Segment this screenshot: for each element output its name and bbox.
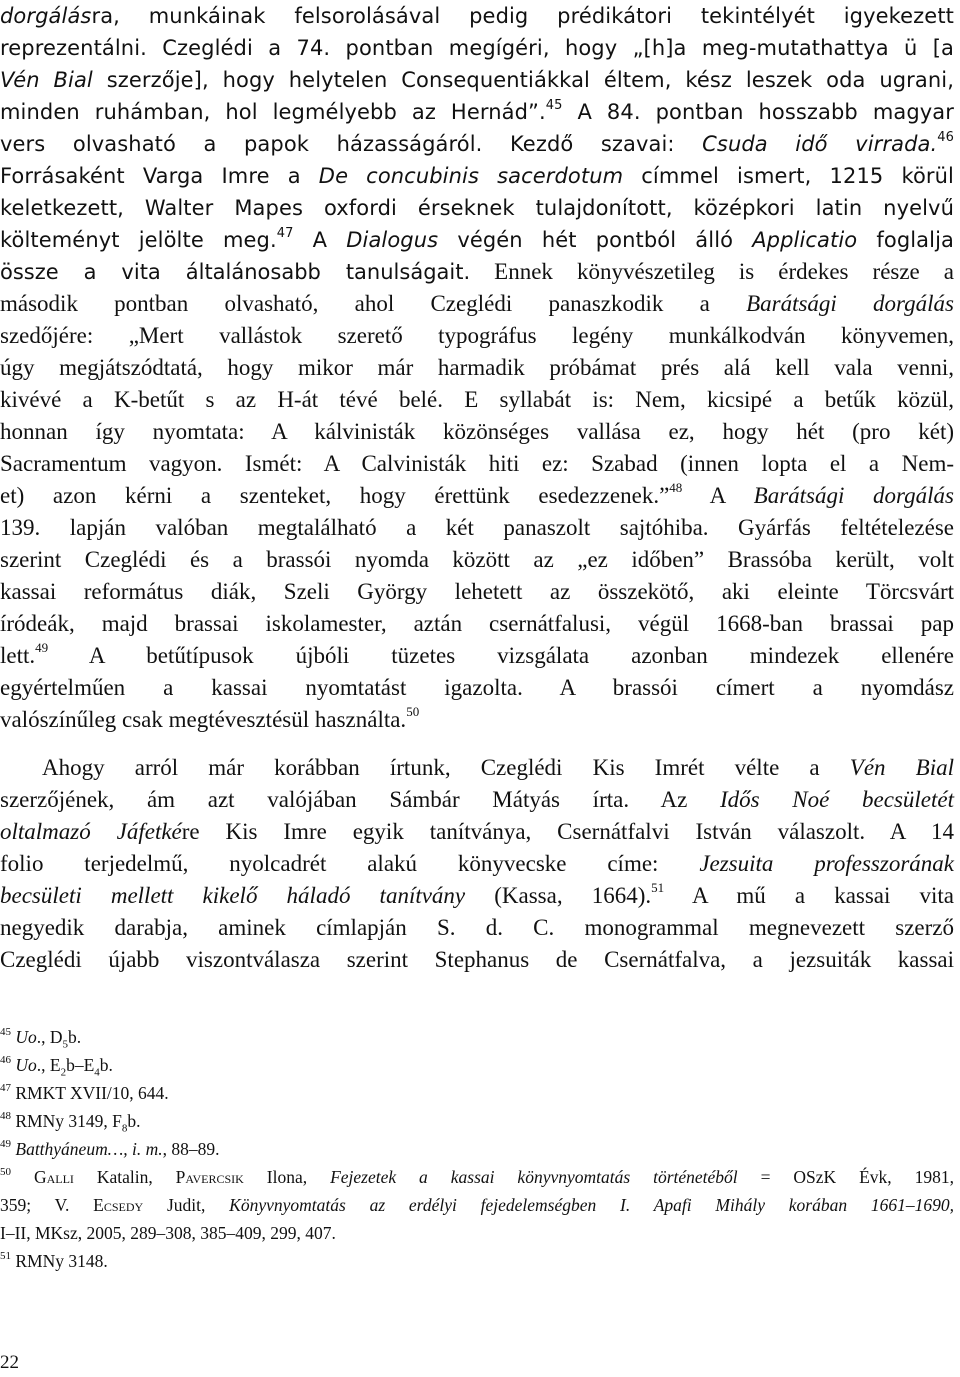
footnote-text: b–E — [66, 1055, 95, 1075]
footnote-text: Galli — [33, 1167, 74, 1187]
text-line — [0, 256, 954, 288]
text-segment: reprezentálni. Czeglédi a 74. pontban megígéri, hogy „[h]a meg-mutathattya ü [a — [0, 36, 954, 60]
footnote-ref: 46 — [937, 130, 954, 145]
text-line — [0, 576, 954, 608]
footnote-text: b. — [68, 1027, 82, 1047]
footnote-text: RMNy 3149, F — [11, 1111, 122, 1131]
footnote-text: RMNy 3148. — [11, 1251, 108, 1271]
text-segment: negyedik darabja, aminek címlapján S. d. C. monogrammal megnevezett szerző — [0, 915, 954, 940]
text-segment: össze a vita általánosabb tanulságait. — [0, 260, 471, 284]
text-segment: végén hét pontból álló — [438, 228, 753, 252]
text-segment: A betűtípusok újbóli tüzetes vizsgálata azonban mindezek ellenére — [48, 643, 954, 668]
text-segment: Ennek könyvészetileg is érdekes része a — [470, 259, 954, 284]
footnote-text: 5 — [62, 1038, 69, 1051]
text-line — [0, 224, 954, 256]
footnote-ref: 51 — [651, 880, 665, 896]
text-line — [0, 640, 954, 672]
footnote-ref: 50 — [406, 704, 420, 720]
text-segment: szerzője], hogy helytelen Consequentiákkal éltem, kész leszek oda ugrani, — [92, 68, 954, 92]
text-segment: A 84. pontban hosszabb magyar — [562, 100, 954, 124]
text-segment: Applicatio — [752, 228, 858, 252]
footnote-number: 50 — [0, 1166, 11, 1179]
text-line — [0, 672, 954, 704]
text-segment: íródeák, majd brassai iskolamester, aztán csernátfalusi, végül 1668-ban brassai pap — [0, 611, 954, 636]
text-line — [0, 944, 954, 976]
text-line — [0, 544, 954, 576]
footnote — [0, 1250, 954, 1272]
text-line — [0, 608, 954, 640]
text-segment: szerint Czeglédi és a brassói nyomda között az „ez időben” Brassóba került, volt — [0, 547, 954, 572]
footnote-text: = OSzK Évk, 1981, — [737, 1167, 954, 1187]
text-segment: kassai református diák, Szeli György lehetett az összekötő, aki eleinte Törcsvárt — [0, 579, 954, 604]
footnote-text: 2 — [60, 1066, 67, 1079]
footnote-number: 47 — [0, 1082, 11, 1095]
footnote-number: 48 — [0, 1110, 11, 1123]
text-segment: folio terjedelmű, nyolcadrét alakú könyvecske címe: — [0, 851, 700, 876]
footnote-text: Batthyáneum…, i. m. — [15, 1139, 163, 1159]
text-line — [42, 752, 954, 784]
text-line — [0, 192, 954, 224]
text-segment: (Kassa, 1664). — [465, 883, 652, 908]
text-segment: lett. — [0, 643, 36, 668]
text-segment: Forrásaként Varga Imre a — [0, 164, 319, 188]
text-line — [0, 32, 954, 64]
footnote-text: 4 — [94, 1066, 100, 1079]
text-segment: honnan így nyomtata: A kálvinisták közönséges vallása ez, hogy hét (pro két) — [0, 419, 954, 444]
text-segment: címmel ismert, 1215 körül — [623, 164, 954, 188]
text-segment: Dialogus — [346, 228, 439, 252]
text-segment: Vén Bial — [849, 755, 954, 780]
text-line — [0, 64, 954, 96]
footnote — [0, 1166, 954, 1188]
footnote-text: ., D — [36, 1027, 63, 1047]
text-segment: minden ruhámban, hol legmélyebb az Hernád”. — [0, 100, 546, 124]
text-segment: Barátsági dorgálás — [746, 291, 954, 316]
text-line — [0, 0, 954, 32]
text-segment: becsületi mellett kikelő háladó tanítvány — [0, 883, 466, 908]
text-segment: vers olvasható a papok házasságáról. Kezdő szavai: — [0, 132, 703, 156]
text-line — [0, 816, 954, 848]
footnote-number: 51 — [0, 1250, 11, 1263]
footnote-text: 359; V. — [0, 1195, 94, 1215]
text-line — [0, 912, 954, 944]
footnote-ref: 45 — [545, 98, 563, 113]
footnote-ref: 48 — [669, 480, 683, 496]
text-segment: második pontban olvasható, ahol Czeglédi panaszkodik a — [0, 291, 747, 316]
footnote-text: b. — [127, 1111, 141, 1131]
text-segment: szedőjére: „Mert vallástok szerető typográfus legény munkálkodván könyvemen, — [0, 323, 954, 348]
text-segment: Barátsági dorgálás — [753, 483, 954, 508]
footnote-text: Uo — [15, 1027, 37, 1047]
footnote-text: Judit, — [143, 1195, 230, 1215]
text-segment: valószínűleg csak megtévesztésül használta. — [0, 707, 407, 732]
text-segment: et) azon kérni a szenteket, hogy érettünk esedezzenek.” — [0, 483, 670, 508]
footnote — [0, 1054, 954, 1079]
footnote-text — [11, 1167, 34, 1187]
footnote-text: b. — [99, 1055, 113, 1075]
text-segment: Csuda idő virrada. — [702, 132, 938, 156]
footnote — [0, 1138, 954, 1160]
text-segment: A — [293, 228, 347, 252]
text-segment: keletkezett, Walter Mapes oxfordi érseknek tulajdonított, középkori latin nyelvű — [0, 196, 954, 220]
text-line — [0, 704, 954, 736]
footnote — [0, 1110, 954, 1135]
footnote — [0, 1082, 954, 1104]
text-line — [0, 384, 954, 416]
text-segment: Ahogy arról már korábban írtunk, Czeglédi Kis Imrét vélte a — [42, 755, 850, 780]
footnote-text: RMKT XVII/10, 644. — [11, 1083, 169, 1103]
text-segment: re Kis Imre egyik tanítványa, Csernátfalvi István válaszolt. A 14 — [181, 819, 954, 844]
text-segment: 139. lapján valóban megtalálható a két panaszolt sajtóhiba. Gyárfás feltételezése — [0, 515, 954, 540]
footnote-text: Könyvnyomtatás az erdélyi fejedelemségben I. Apafi Mihály korában 1661–1690, — [229, 1195, 954, 1215]
footnote — [0, 1026, 954, 1051]
text-segment: dorgálás — [0, 4, 92, 28]
text-line — [0, 288, 954, 320]
footnote-text: ., E — [36, 1055, 61, 1075]
footnote-text: Uo — [15, 1055, 37, 1075]
text-segment: oltalmazó Jáfetké — [0, 819, 182, 844]
footnote-text: Ecsedy — [93, 1195, 144, 1215]
text-line — [0, 512, 954, 544]
text-line — [0, 160, 954, 192]
text-line — [0, 96, 954, 128]
text-line — [0, 880, 954, 912]
text-segment: úgy megjátszódtatá, hogy mikor már harmadik próbámat prés alá kell vala venni, — [0, 355, 954, 380]
text-segment: Vén Bial — [0, 68, 93, 92]
footnote — [0, 1222, 954, 1244]
footnote-number: 49 — [0, 1138, 11, 1151]
text-segment: A — [682, 483, 754, 508]
text-line — [0, 480, 954, 512]
footnote-text: Katalin, — [73, 1167, 176, 1187]
text-line — [0, 320, 954, 352]
text-segment: Czeglédi újabb viszontválasza szerint Stephanus de Csernátfalva, a jezsuiták kassai — [0, 947, 954, 972]
text-segment: kivévé a K-betűt s az H-át tévé belé. E syllabát is: Nem, kicsipé a betűk közül, — [0, 387, 954, 412]
text-segment: A mű a kassai vita — [664, 883, 955, 908]
text-segment: szerzőjének, ám azt valójában Sámbár Mátyás írta. Az — [0, 787, 720, 812]
footnote-number: 45 — [0, 1026, 11, 1039]
page-number: 22 — [0, 1352, 19, 1373]
footnote-text: Pavercsik — [175, 1167, 244, 1187]
footnote-number: 46 — [0, 1054, 11, 1067]
footnote-text: I–II, MKsz, 2005, 289–308, 385–409, 299, 407. — [0, 1223, 336, 1243]
text-line — [0, 128, 954, 160]
text-line — [0, 416, 954, 448]
footnote-ref: 47 — [276, 226, 294, 241]
footnote-text: Fejezetek a kassai könyvnyomtatás történetéből — [330, 1167, 738, 1187]
footnote — [0, 1194, 954, 1216]
text-segment: egyértelműen a kassai nyomtatást igazolta. A brassói címert a nyomdász — [0, 675, 954, 700]
text-segment: foglalja — [857, 228, 954, 252]
footnote-text: Ilona, — [243, 1167, 331, 1187]
text-segment: Sacramentum vagyon. Ismét: A Calvinisták hiti ez: Szabad (innen lopta el a Nem- — [0, 451, 954, 476]
text-segment: Jezsuita professzorának — [699, 851, 954, 876]
text-segment: költeményt jelölte meg. — [0, 228, 277, 252]
text-segment: De concubinis sacerdotum — [318, 164, 624, 188]
text-segment: Idős Noé becsületét — [720, 787, 954, 812]
footnote-text: , 88–89. — [162, 1139, 220, 1159]
text-segment: ra, munkáinak felsorolásával pedig prédikátori tekintélyét igyekezett — [91, 4, 954, 28]
text-line — [0, 848, 954, 880]
footnote-ref: 49 — [35, 640, 49, 656]
text-line — [0, 352, 954, 384]
text-line — [0, 448, 954, 480]
text-line — [0, 784, 954, 816]
footnote-text: 8 — [121, 1122, 128, 1135]
